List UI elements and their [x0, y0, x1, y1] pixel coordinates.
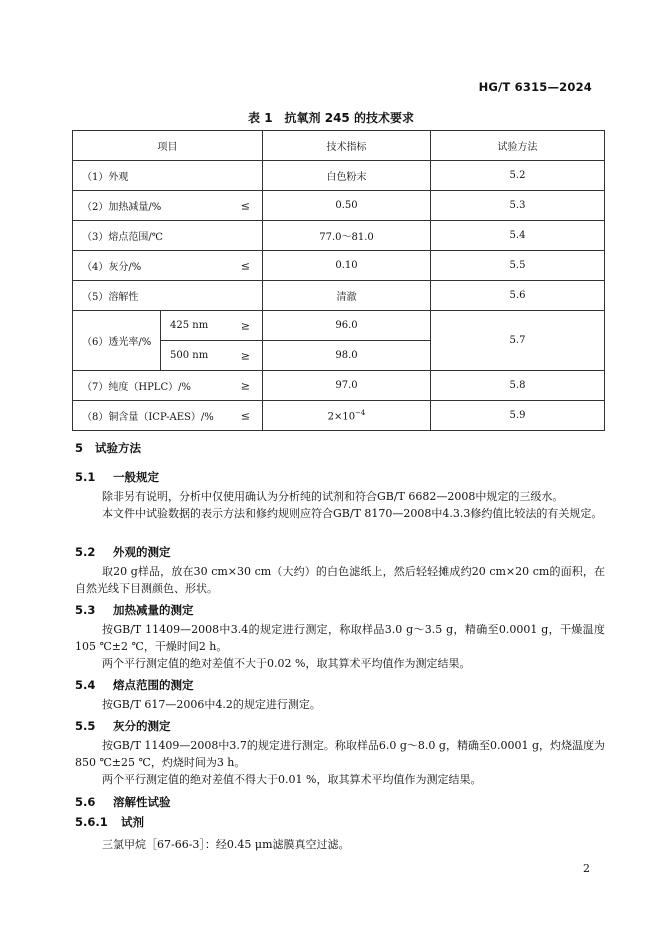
section-5-5-p1: 按GB/T 11409—2008中3.7的规定进行测定。称取样品6.0 g～8.0 g，精确至0.0001 g，灼烧温度为850 ℃±25 ℃，灼烧时间为3 h。	[75, 739, 605, 769]
row-value: 0.50	[263, 191, 431, 221]
row-method: 5.9	[431, 401, 605, 431]
section-5-6-1-p1: 三氯甲烷［67-66-3］：经0.45 μm滤膜真空过滤。	[102, 838, 350, 851]
row-value: 96.0	[263, 311, 431, 341]
row-item: （6）透光率/%	[73, 311, 161, 371]
row-item: （7）纯度（HPLC）/% ≥	[73, 371, 263, 401]
row-item: （4）灰分/% ≤	[73, 251, 263, 281]
row-item: （1）外观	[73, 161, 263, 191]
page-number: 2	[583, 862, 590, 875]
table-row	[73, 311, 605, 341]
header-item: 项目	[73, 131, 263, 161]
row-item: （3）熔点范围/℃	[73, 221, 263, 251]
table-row	[73, 191, 605, 221]
section-5-5-heading: 5.5 灰分的测定	[75, 719, 171, 733]
row-item: （8）铜含量（ICP-AES）/% ≤	[73, 401, 263, 431]
table-row	[73, 251, 605, 281]
row-value: 77.0～81.0	[263, 221, 431, 251]
row-method: 5.3	[431, 191, 605, 221]
row-value: 98.0	[263, 341, 431, 371]
section-5-3-p2: 两个平行测定值的绝对差值不大于0.02 %，取其算术平均值作为测定结果。	[102, 657, 471, 670]
section-5-1-p1: 除非另有说明，分析中仅使用确认为分析纯的试剂和符合GB/T 6682—2008中规定的三级水。	[102, 490, 564, 503]
row-value: $2\times 10^{-4}$	[263, 401, 431, 431]
spec-table	[72, 130, 605, 431]
section-5-6-1-heading: 5.6.1 试剂	[75, 815, 144, 829]
row-method: 5.7	[431, 311, 605, 371]
row-value: 97.0	[263, 371, 431, 401]
row-subitem: 500 nm ≥	[161, 341, 263, 371]
standard-number: HG/T 6315—2024	[478, 80, 592, 94]
row-method: 5.4	[431, 221, 605, 251]
row-method: 5.5	[431, 251, 605, 281]
row-method: 5.6	[431, 281, 605, 311]
header-spec: 技术指标	[263, 131, 431, 161]
row-method: 5.8	[431, 371, 605, 401]
row-item: （5）溶解性	[73, 281, 263, 311]
row-subitem: 425 nm ≥	[161, 311, 263, 341]
table-row	[73, 161, 605, 191]
section-5-2-heading: 5.2 外观的测定	[75, 545, 171, 559]
section-5-6-heading: 5.6 溶解性试验	[75, 795, 171, 809]
section-5-5-p2: 两个平行测定值的绝对差值不得大于0.01 %，取其算术平均值作为测定结果。	[102, 773, 482, 786]
section-5-1-heading: 5.1 一般规定	[75, 470, 159, 484]
section-5-1-p2: 本文件中试验数据的表示方法和修约规则应符合GB/T 8170—2008中4.3.3修约值比较法的有关规定。	[102, 507, 603, 520]
table-caption: 表 1 抗氧剂 245 的技术要求	[248, 111, 414, 125]
row-value: 0.10	[263, 251, 431, 281]
row-value: 白色粉末	[263, 161, 431, 191]
row-value: 清澈	[263, 281, 431, 311]
section-5-heading: 5 试验方法	[75, 441, 141, 455]
section-5-3-heading: 5.3 加热减量的测定	[75, 603, 194, 617]
table-row	[73, 221, 605, 251]
section-5-4-p1: 按GB/T 617—2006中4.2的规定进行测定。	[102, 698, 321, 711]
section-5-4-heading: 5.4 熔点范围的测定	[75, 678, 194, 692]
row-method: 5.2	[431, 161, 605, 191]
row-item: （2）加热减量/% ≤	[73, 191, 263, 221]
table-row	[73, 401, 605, 431]
table-row	[73, 281, 605, 311]
header-method: 试验方法	[431, 131, 605, 161]
table-row	[73, 371, 605, 401]
section-5-3-p1: 按GB/T 11409—2008中3.4的规定进行测定，称取样品3.0 g～3.5 g，精确至0.0001 g，干燥温度105 ℃±2 ℃，干燥时间2 h。	[75, 623, 605, 653]
section-5-2-p1: 取20 g样品，放在30 cm×30 cm（大约）的白色滤纸上，然后轻轻摊成约20 cm×20 cm的面积，在自然光线下目测颜色、形状。	[75, 565, 605, 595]
table-header-row	[73, 131, 605, 161]
